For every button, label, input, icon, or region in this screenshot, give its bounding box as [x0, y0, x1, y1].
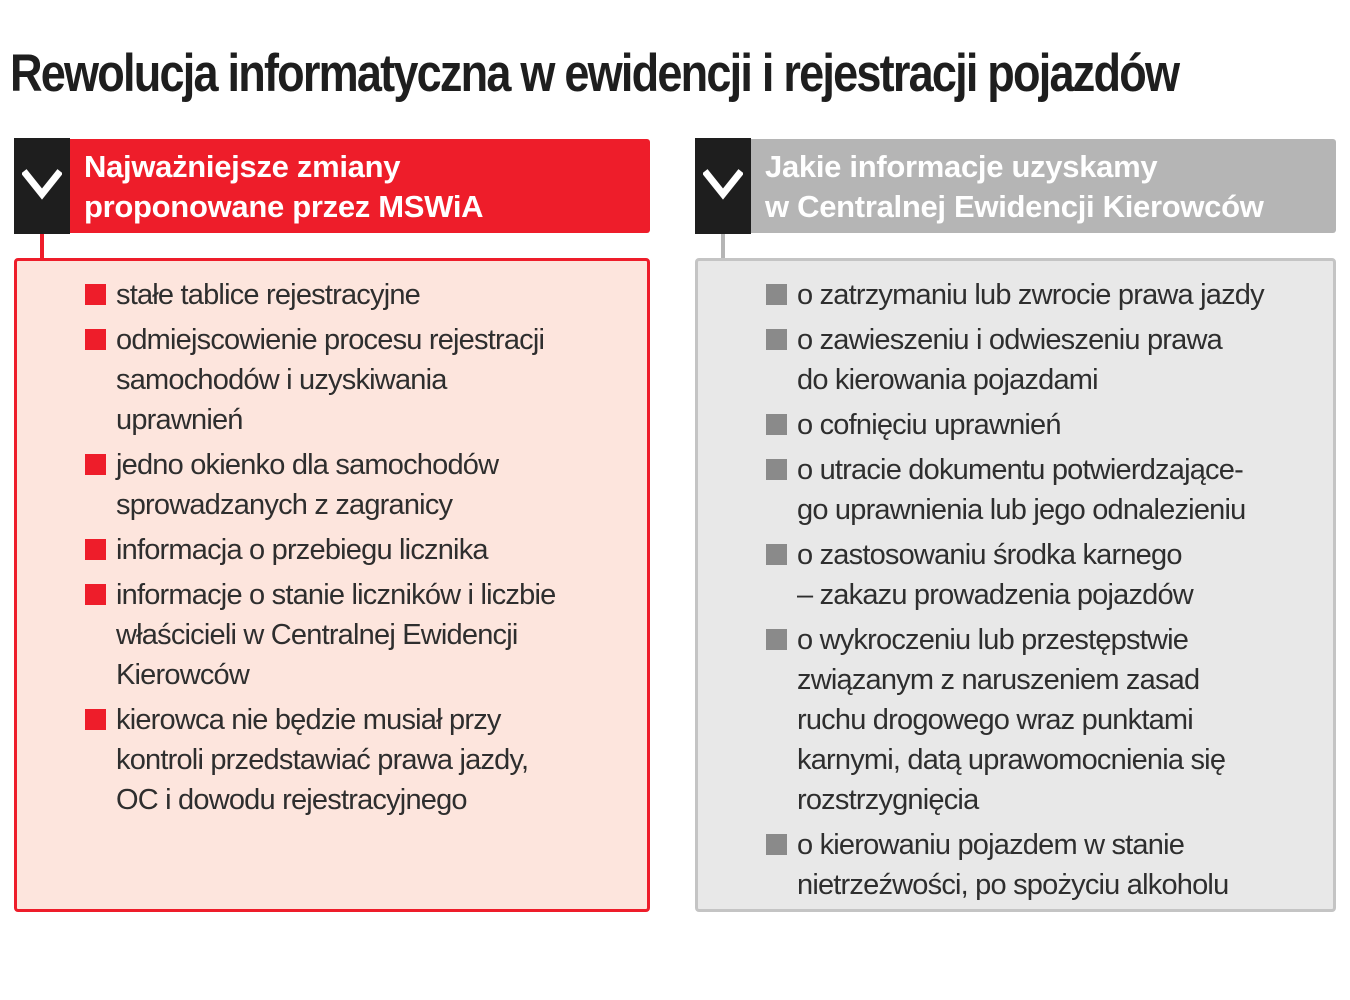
chevron-down-icon — [703, 168, 743, 204]
header-line: Jakie informacje uzyskamy — [765, 149, 1158, 184]
square-bullet-icon — [766, 284, 787, 305]
item-line: informacja o przebiegu licznika — [116, 534, 488, 566]
changes-list — [83, 275, 643, 825]
item-line: ruchu drogowego wraz punktami — [797, 704, 1193, 736]
list-item — [83, 445, 643, 525]
square-bullet-icon — [766, 459, 787, 480]
list-item — [83, 530, 643, 570]
item-line: związanym z naruszeniem zasad — [797, 664, 1200, 696]
list-item — [83, 700, 643, 820]
chevron-down-icon — [22, 168, 62, 204]
chevron-box — [695, 138, 751, 234]
item-line: karnymi, datą uprawomocnienia się — [797, 744, 1226, 776]
square-bullet-icon — [766, 414, 787, 435]
list-item — [764, 825, 1336, 905]
chevron-box — [14, 138, 70, 234]
header-line: Najważniejsze zmiany — [84, 149, 401, 184]
square-bullet-icon — [85, 584, 106, 605]
square-bullet-icon — [85, 329, 106, 350]
square-bullet-icon — [766, 834, 787, 855]
item-line: kierowca nie będzie musiał przy — [116, 704, 501, 736]
square-bullet-icon — [766, 544, 787, 565]
list-item — [764, 535, 1336, 615]
page-title: Rewolucja informatyczna w ewidencji i rejestracji pojazdów — [10, 44, 1179, 103]
item-line: samochodów i uzyskiwania — [116, 364, 447, 396]
panel-connector — [40, 234, 44, 258]
item-line: właścicieli w Centralnej Ewidencji — [116, 619, 518, 651]
item-line: go uprawnienia lub jego odnalezieniu — [797, 494, 1246, 526]
changes-header-bar — [70, 139, 650, 233]
item-line: – zakazu prowadzenia pojazdów — [797, 579, 1193, 611]
list-item — [83, 320, 643, 440]
info-list — [764, 275, 1336, 910]
list-item — [764, 320, 1336, 400]
square-bullet-icon — [85, 284, 106, 305]
square-bullet-icon — [85, 539, 106, 560]
info-header-title — [765, 147, 1264, 227]
item-line: o kierowaniu pojazdem w stanie — [797, 829, 1185, 861]
changes-panel — [14, 138, 650, 816]
header-line: w Centralnej Ewidencji Kierowców — [765, 189, 1264, 224]
square-bullet-icon — [766, 329, 787, 350]
list-item — [764, 450, 1336, 530]
changes-panel-body — [14, 258, 650, 912]
square-bullet-icon — [766, 629, 787, 650]
info-panel-body — [695, 258, 1336, 912]
item-line: o zawieszeniu i odwieszeniu prawa — [797, 324, 1222, 356]
item-line: rozstrzygnięcia — [797, 784, 979, 816]
item-line: stałe tablice rejestracyjne — [116, 279, 420, 311]
list-item — [83, 275, 643, 315]
list-item — [764, 620, 1336, 820]
item-line: o utracie dokumentu potwierdzające- — [797, 454, 1243, 486]
changes-header-title — [84, 147, 483, 227]
item-line: Kierowców — [116, 659, 250, 691]
item-line: uprawnień — [116, 404, 243, 436]
changes-panel-header — [14, 138, 650, 234]
item-line: OC i dowodu rejestracyjnego — [116, 784, 467, 816]
item-line: jedno okienko dla samochodów — [116, 449, 499, 481]
item-line: sprowadzanych z zagranicy — [116, 489, 453, 521]
item-line: kontroli przedstawiać prawa jazdy, — [116, 744, 529, 776]
item-line: o zastosowaniu środka karnego — [797, 539, 1182, 571]
list-item — [764, 275, 1336, 315]
item-line: nietrzeźwości, po spożyciu alkoholu — [797, 869, 1229, 901]
item-line: o zatrzymaniu lub zwrocie prawa jazdy — [797, 279, 1264, 311]
square-bullet-icon — [85, 454, 106, 475]
item-line: odmiejscowienie procesu rejestracji — [116, 324, 545, 356]
panel-connector — [721, 234, 725, 258]
list-item — [764, 405, 1336, 445]
item-line: do kierowania pojazdami — [797, 364, 1098, 396]
info-panel-header — [695, 138, 1336, 234]
square-bullet-icon — [85, 709, 106, 730]
info-header-bar — [751, 139, 1336, 233]
item-line: informacje o stanie liczników i liczbie — [116, 579, 556, 611]
info-panel — [695, 138, 1336, 901]
list-item — [83, 575, 643, 695]
header-line: proponowane przez MSWiA — [84, 189, 484, 224]
item-line: o cofnięciu uprawnień — [797, 409, 1061, 441]
item-line: o wykroczeniu lub przestępstwie — [797, 624, 1189, 656]
